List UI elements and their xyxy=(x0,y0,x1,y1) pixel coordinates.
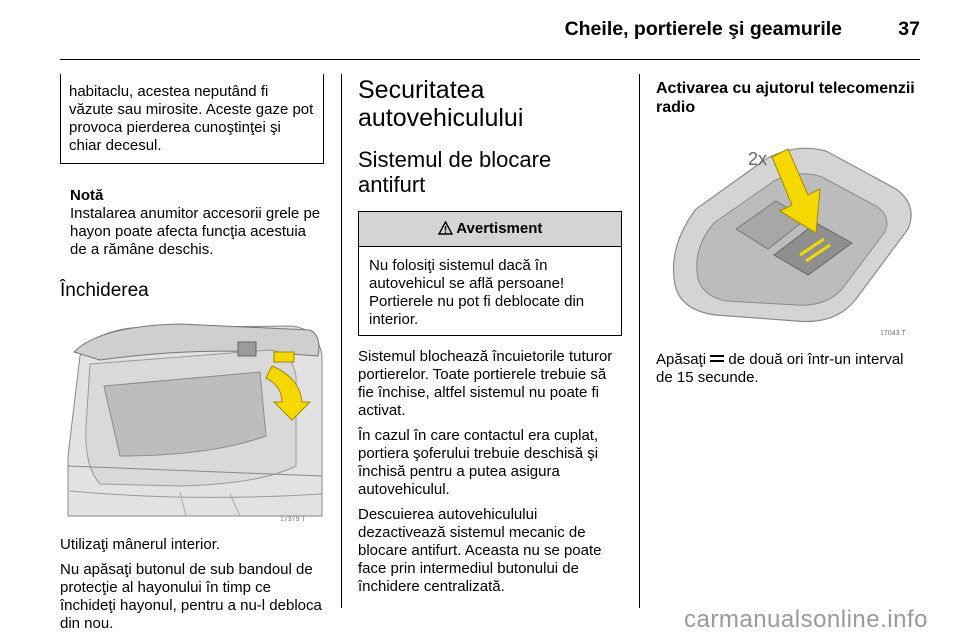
note-text: Instalarea anumitor accesorii grele pe hayon poate afecta funcţia acestuia de a rămâne deschis. xyxy=(70,205,321,258)
column-1 xyxy=(60,74,324,633)
warning-header xyxy=(359,212,621,247)
paragraph: Utilizaţi mânerul interior. xyxy=(60,536,221,553)
warning-box xyxy=(358,211,622,336)
section-heading-vehicle-security: Securitatea autovehiculului xyxy=(358,76,524,132)
header-rule xyxy=(60,59,920,60)
paragraph: Nu apăsaţi butonul de sub bandoul de protecţie al hayonului în timp ce închideţi hayonul, pentru a nu-l debloca din nou. xyxy=(60,561,322,632)
section-heading-closing: Închiderea xyxy=(60,280,149,301)
warning-title: Avertisment xyxy=(456,220,543,237)
note-title: Notă xyxy=(70,187,104,204)
warning-triangle-icon xyxy=(438,220,457,237)
instruction-text-end: de două ori într-un interval de 15 secunde. xyxy=(656,351,904,387)
image-code: 17043 T xyxy=(880,330,906,337)
note-block xyxy=(70,187,324,259)
warning-text: Nu folosiţi sistemul dacă în autovehicul se află persoane! Portierele nu pot fi deblocate din interior. xyxy=(369,257,585,328)
column-2 xyxy=(358,74,622,596)
watermark: carmanualsonline.info xyxy=(684,606,928,633)
column-divider xyxy=(639,74,640,608)
paragraph xyxy=(656,351,920,387)
instruction-text-start: Apăsaţi xyxy=(656,351,707,368)
paragraph: În cazul în care contactul era cuplat, portiera şoferului trebuie deschisă şi închisă pentru a putea asigura autovehiculul. xyxy=(358,427,599,498)
column-3 xyxy=(656,74,920,387)
header-title: Cheile, portierele şi geamurile xyxy=(564,18,842,40)
section-heading-remote-activation: Activarea cu ajutorul telecomenzii radio xyxy=(656,80,915,116)
paragraph: Sistemul blochează încuietorile tuturor portierelor. Toate portierele trebuie să fie închise, altfel sistemul nu poate fi activat. xyxy=(358,348,613,419)
image-code: 17379 T xyxy=(280,516,306,523)
subheading-antitheft: Sistemul de blocare antifurt xyxy=(358,147,552,197)
column-divider xyxy=(341,74,342,608)
remote-key-illustration xyxy=(656,129,920,339)
press-count-label: 2x xyxy=(748,149,768,169)
warning-continuation-text: habitaclu, acestea neputând fi văzute sau mirosite. Aceste gaze pot provoca pierderea cunoştinţei şi chiar decesul. xyxy=(60,74,324,164)
page-number: 37 xyxy=(898,18,920,40)
tailgate-closing-illustration xyxy=(60,316,324,526)
lock-button-icon xyxy=(710,351,724,369)
paragraph: Descuierea autovehiculului dezactivează sistemul mecanic de blocare antifurt. Aceasta nu se poate face prin intermediul butonului de închidere centralizată. xyxy=(358,506,602,595)
